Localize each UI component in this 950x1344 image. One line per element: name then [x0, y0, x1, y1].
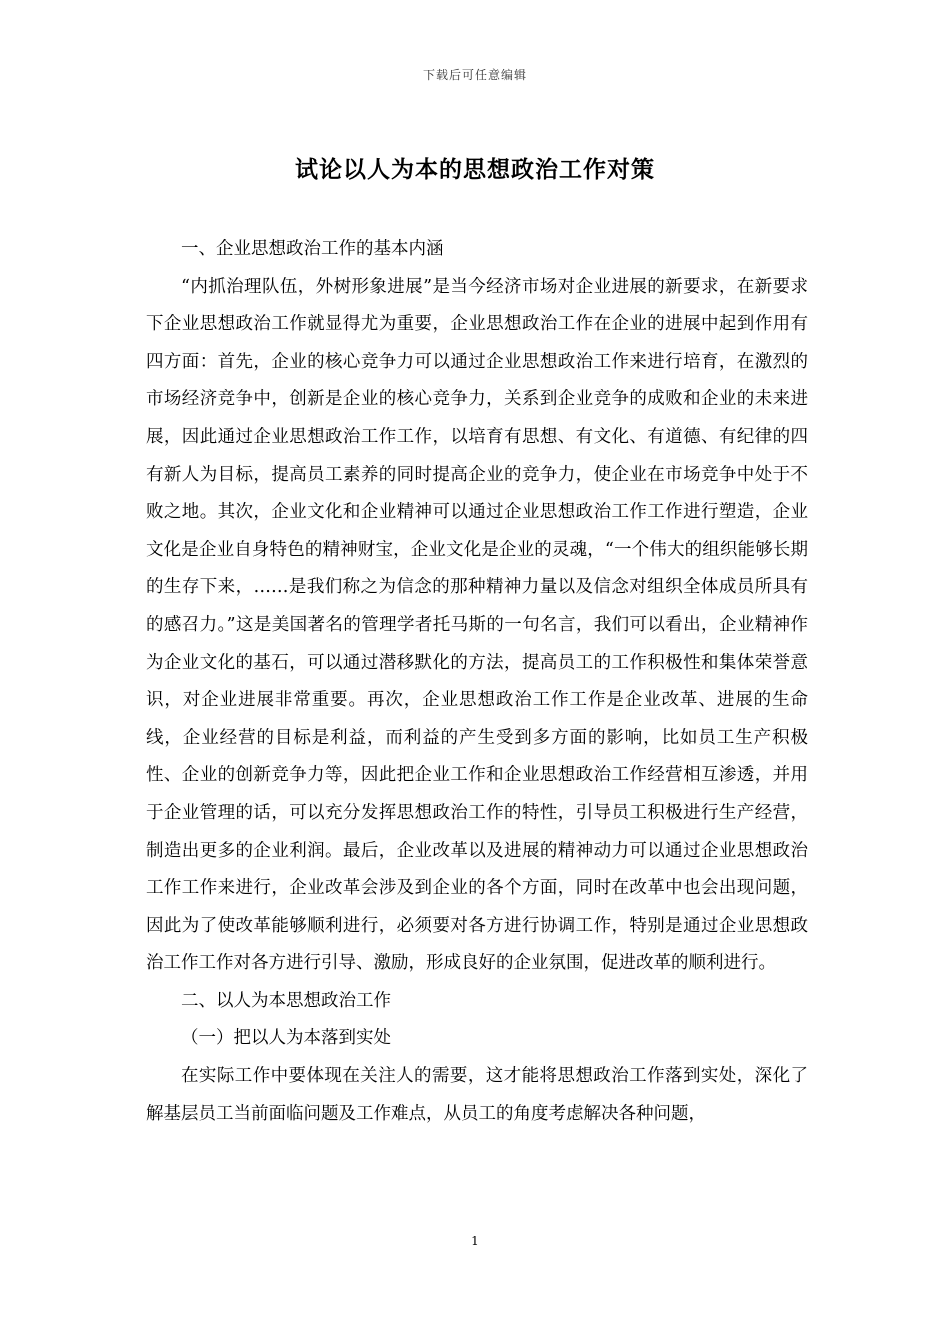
section-heading-1: 一、企业思想政治工作的基本内涵	[181, 239, 444, 259]
paragraph-practice: 在实际工作中要体现在关注人的需要，这才能将思想政治工作落到实处，深化了解基层员工当前面临问题及工作难点，从员工的角度考虑解决各种问题，	[146, 1066, 808, 1124]
section-heading-2: 二、以人为本思想政治工作	[181, 990, 391, 1011]
subsection-heading-1: （一）把以人为本落到实处	[181, 1028, 391, 1049]
page-number: 1	[471, 1234, 479, 1248]
paragraph-intro: “内抓治理队伍，外树形象进展”是当今经济市场对企业进展的新要求，在新要求下企业思想政治工作就显得尤为重要，企业思想政治工作在企业的进展中起到作用有四方面：首先，企业的核心竞争力可以通过企业思想政治工作来进行培育，在激烈的市场经济竞争中，创新是企业的核心竞争力，关系到企业竞争的成败和企业的未来进展，因此通过企业思想政治工作工作，以培育有思想、有文化、有道德、有纪律的四有新人为目标，提高员工素养的同时提高企业的竞争力，使企业在市场竞争中处于不败之地。其次，企业文化和企业精神可以通过企业思想政治工作工作进行塑造，企业文化是企业自身特色的精神财宝，企业文化是企业的灵魂，“一个伟大的组织能够长期的生存下来，……是我们称之为信念的那种精神力量以及信念对组织全体成员所具有的感召力。”这是美国著名的管理学者托马斯的一句名言，我们可以看出，企业精神作为企业文化的基石，可以通过潜移默化的方法，提高员工的工作积极性和集体荣誉意识，对企业进展非常重要。再次，企业思想政治工作工作是企业改革、进展的生命线，企业经营的目标是利益，而利益的产生受到多方面的影响，比如员工生产积极性、企业的创新竞争力等，因此把企业工作和企业思想政治工作经营相互渗透，并用于企业管理的话，可以充分发挥思想政治工作的特性，引导员工积极进行生产经营，制造出更多的企业利润。最后，企业改革以及进展的精神动力可以通过企业思想政治工作工作来进行，企业改革会涉及到企业的各个方面，同时在改革中也会出现问题，因此为了使改革能够顺利进行，必须要对各方进行协调工作，特别是通过企业思想政治工作工作对各方进行引导、激励，形成良好的企业氛围，促进改革的顺利进行。	[146, 276, 808, 974]
header-note: 下载后可任意编辑	[422, 68, 527, 82]
document-body	[146, 231, 808, 1133]
document-title: 试论以人为本的思想政治工作对策	[295, 156, 655, 183]
